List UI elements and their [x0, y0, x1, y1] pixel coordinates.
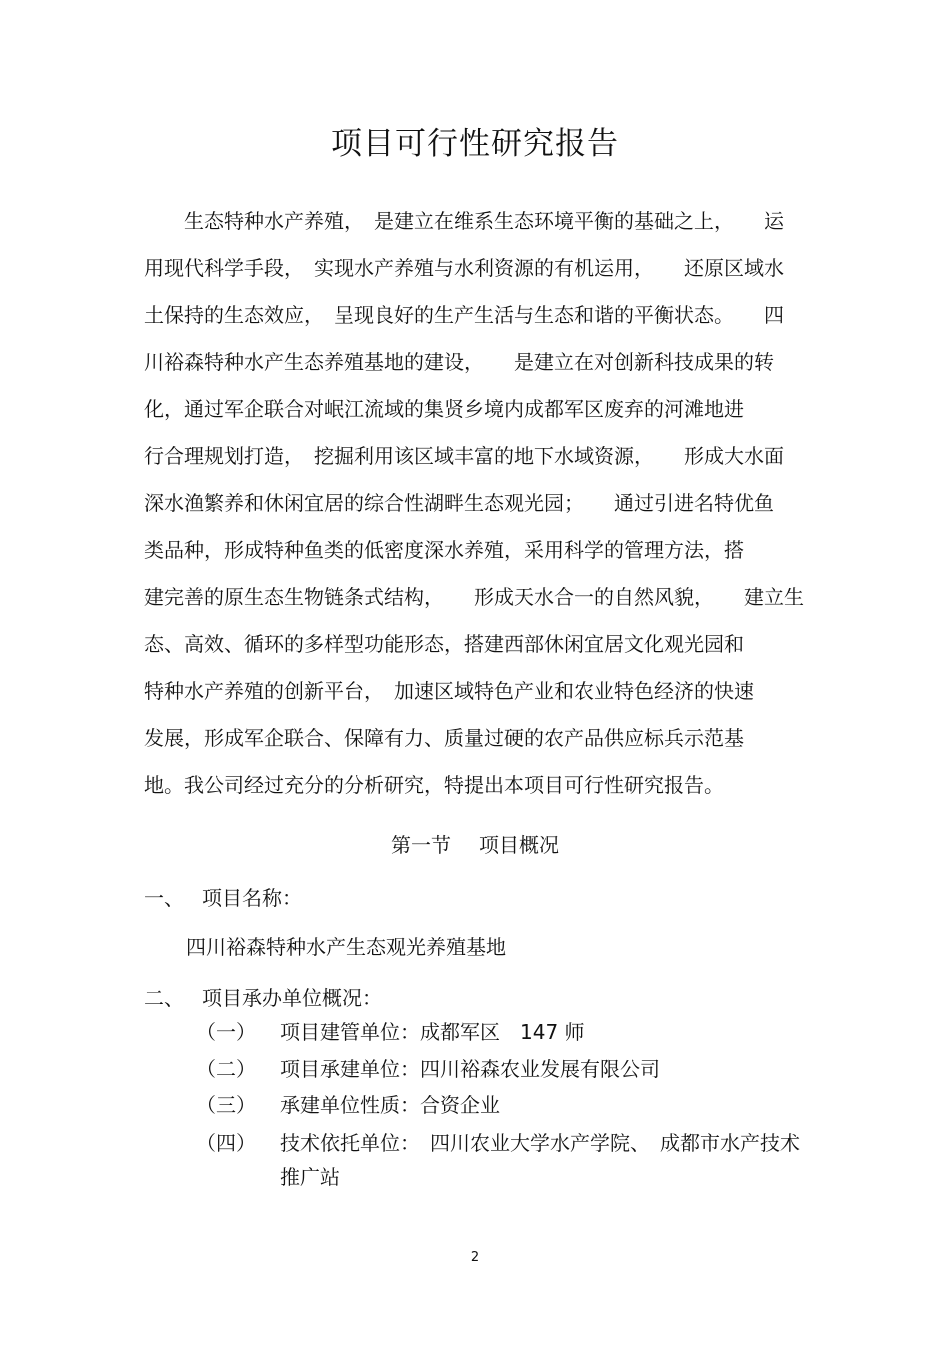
item-heading-2 — [144, 981, 382, 1015]
paragraph-line: 化，通过军企联合对岷江流域的集贤乡境内成都军区废弃的河滩地进 — [144, 397, 744, 421]
item-number: 一、 — [144, 886, 184, 910]
paragraph-line: 用现代科学手段， 实现水产养殖与水利资源的有机运用， 还原区域水 — [144, 256, 784, 280]
section-number: 第一节 — [391, 833, 451, 857]
section-heading — [0, 828, 950, 862]
sub-item-number: （一） — [196, 1020, 256, 1044]
item-label: 项目名称： — [202, 886, 302, 910]
paragraph-line: 发展，形成军企联合、保障有力、质量过硬的农产品供应标兵示范基 — [144, 726, 744, 750]
paragraph-line: 类品种，形成特种鱼类的低密度深水养殖，采用科学的管理方法，搭 — [144, 538, 744, 562]
paragraph-line: 川裕森特种水产生态养殖基地的建设， 是建立在对创新科技成果的转 — [144, 350, 774, 374]
paragraph-line: 地。我公司经过充分的分析研究，特提出本项目可行性研究报告。 — [144, 773, 724, 797]
section-name: 项目概况 — [479, 833, 559, 857]
page-number: 2 — [470, 1250, 480, 1265]
paragraph-line: 态、高效、循环的多样型功能形态，搭建西部休闲宜居文化观光园和 — [144, 632, 744, 656]
sub-item-text: 项目承建单位：四川裕森农业发展有限公司 — [280, 1057, 660, 1081]
project-name: 四川裕森特种水产生态观光养殖基地 — [186, 935, 506, 959]
item-label: 项目承办单位概况： — [202, 986, 382, 1010]
sub-item-text: 项目建管单位：成都军区 147 师 — [280, 1020, 585, 1044]
sub-item-text: 承建单位性质：合资企业 — [280, 1093, 500, 1117]
paragraph-line: 深水渔繁养和休闲宜居的综合性湖畔生态观光园； 通过引进名特优鱼 — [144, 491, 774, 515]
paragraph-line: 建完善的原生态生物链条式结构， 形成天水合一的自然风貌， 建立生 — [144, 585, 804, 609]
sub-item-text: 技术依托单位： 四川农业大学水产学院、 成都市水产技术推广站 — [280, 1131, 800, 1189]
paragraph-line: 土保持的生态效应， 呈现良好的生产生活与生态和谐的平衡状态。 四 — [144, 303, 784, 327]
sub-item-number: （四） — [196, 1131, 256, 1155]
item-heading-1 — [144, 881, 302, 915]
page-title: 项目可行性研究报告 — [331, 126, 619, 162]
paragraph-line: 行合理规划打造， 挖掘利用该区域丰富的地下水域资源， 形成大水面 — [144, 444, 784, 468]
intro-paragraph — [144, 204, 806, 815]
item-number: 二、 — [144, 986, 184, 1010]
sub-item-number: （三） — [196, 1093, 256, 1117]
paragraph-line: 生态特种水产养殖， 是建立在维系生态环境平衡的基础之上， 运 — [144, 209, 784, 233]
paragraph-line: 特种水产养殖的创新平台， 加速区域特色产业和农业特色经济的快速 — [144, 679, 754, 703]
sub-item-number: （二） — [196, 1057, 256, 1081]
